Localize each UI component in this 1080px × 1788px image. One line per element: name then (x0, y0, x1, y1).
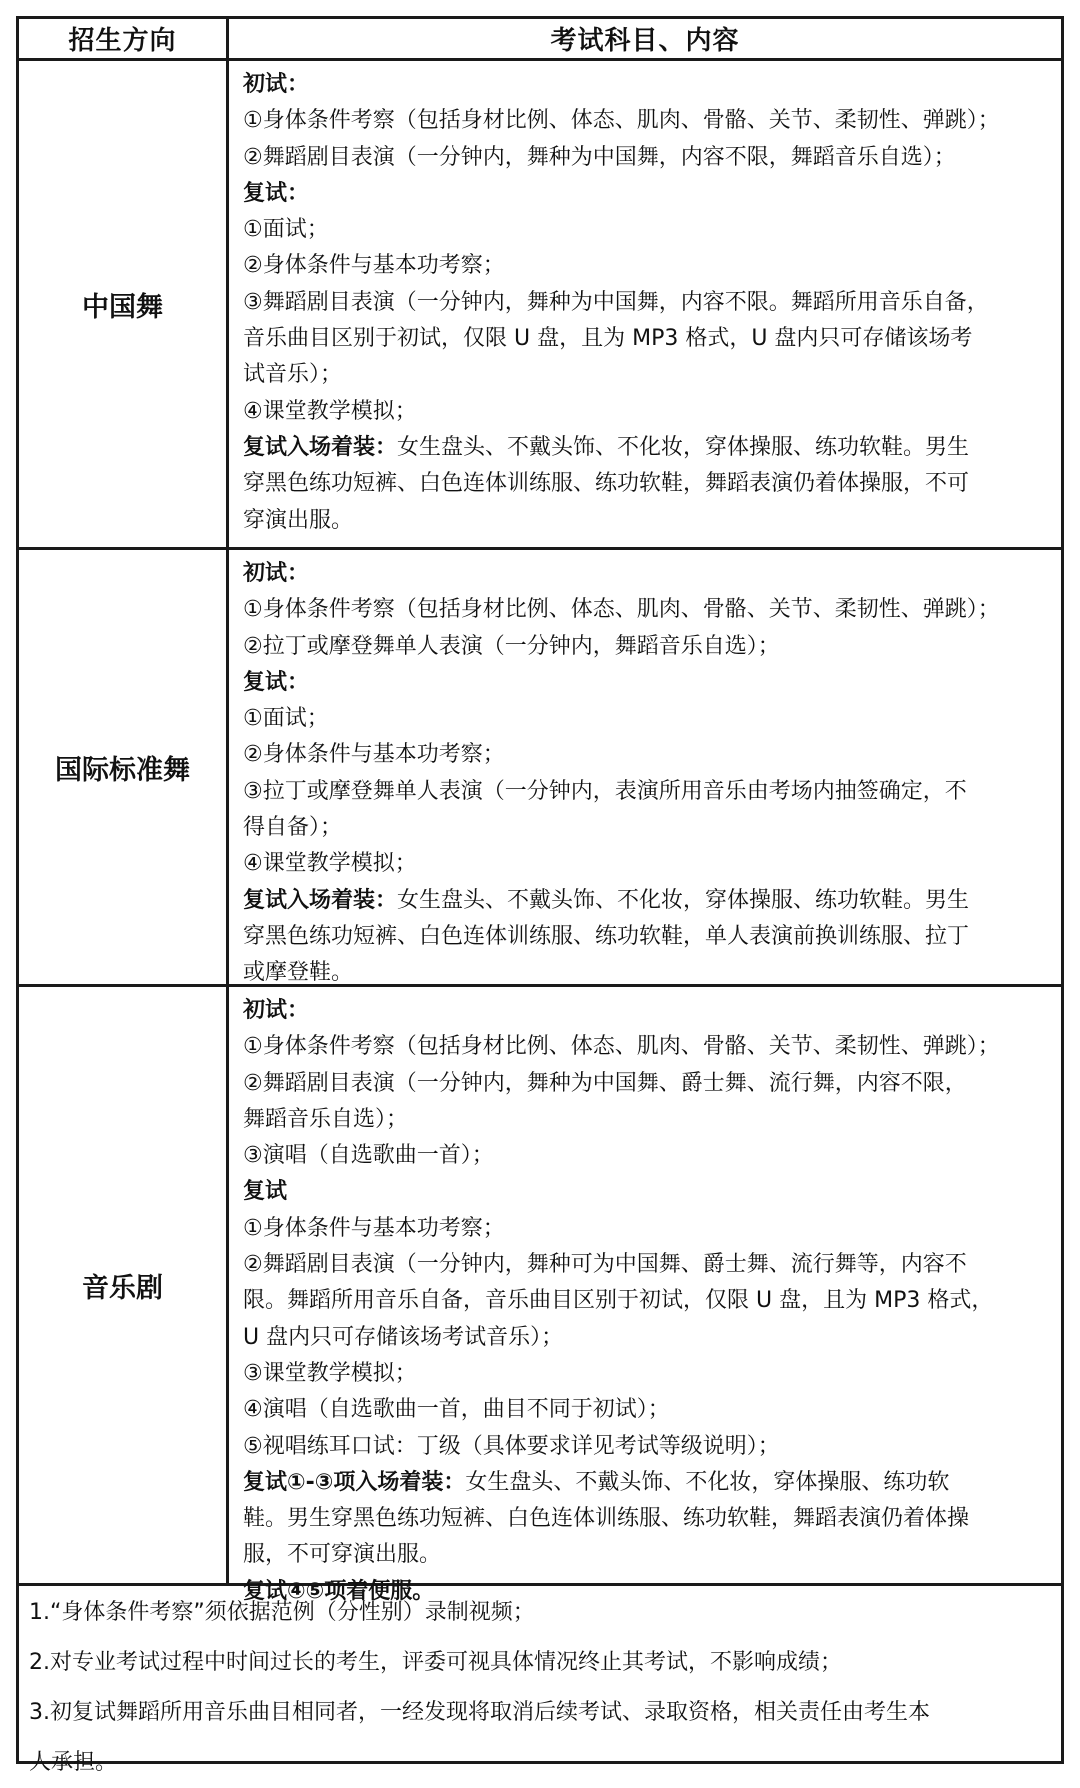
content-line (243, 1537, 1049, 1573)
line-text: ②舞蹈剧目表演（一分钟内，舞种为中国舞，内容不限，舞蹈音乐自选）； (243, 144, 956, 170)
table-header-row (19, 19, 1061, 61)
line-text: ⑤视唱练耳口试：丁级（具体要求详见考试等级说明）； (243, 1433, 780, 1459)
line-text: 或摩登鞋。 (243, 960, 354, 986)
content-line (243, 665, 1049, 701)
line-text: 限。舞蹈所用音乐自备，音乐曲目区别于初试，仅限 U 盘，且为 MP3 格式， (243, 1288, 994, 1314)
content-line (243, 1465, 1049, 1501)
header-direction: 招生方向 (68, 26, 177, 56)
line-text: 舞蹈音乐自选）； (243, 1106, 409, 1132)
content-line (243, 285, 1049, 321)
row-musical (19, 987, 1061, 1604)
exam-requirements-table (16, 16, 1064, 1775)
content-line (243, 774, 1049, 810)
line-text: ④课堂教学模拟； (243, 851, 417, 877)
row-ballroom-dance (19, 550, 1061, 987)
content-line (243, 810, 1049, 846)
content-line (243, 701, 1049, 737)
content-line (243, 846, 1049, 882)
content-line (243, 67, 1049, 103)
content-line (243, 1211, 1049, 1247)
content-line (243, 212, 1049, 248)
content-line (243, 321, 1049, 357)
content-line (243, 394, 1049, 430)
content-line (243, 1501, 1049, 1537)
content-line (243, 503, 1049, 539)
bold-heading: 初试： (243, 72, 310, 97)
line-text: 服，不可穿演出服。 (243, 1542, 442, 1568)
content-line (243, 883, 1049, 919)
header-content-cell (229, 19, 1061, 58)
line-text: ②身体条件与基本功考察； (243, 253, 505, 279)
content-line (243, 1174, 1049, 1210)
content-cell (229, 987, 1061, 1604)
content-line (243, 103, 1049, 139)
content-line (243, 993, 1049, 1029)
content-line (243, 1356, 1049, 1392)
category-cell (19, 550, 229, 984)
bold-heading: 初试： (243, 998, 310, 1023)
line-text: ③演唱（自选歌曲一首）； (243, 1143, 494, 1169)
header-content: 考试科目、内容 (550, 26, 740, 56)
content-cell (229, 61, 1061, 547)
category-label: 音乐剧 (82, 1272, 163, 1304)
note-line: 2.对专业考试过程中时间过长的考生，评委可视具体情况终止其考试，不影响成绩； (29, 1650, 842, 1675)
bold-heading: 初试： (243, 561, 310, 586)
category-label: 中国舞 (82, 291, 163, 323)
line-text: ①面试； (243, 706, 329, 732)
content-line (243, 1102, 1049, 1138)
line-text: 音乐曲目区别于初试，仅限 U 盘，且为 MP3 格式，U 盘内只可存储该场考 (243, 326, 973, 352)
content-line (243, 556, 1049, 592)
line-text: ③舞蹈剧目表演（一分钟内，舞种为中国舞，内容不限。舞蹈所用音乐自备， (243, 289, 989, 315)
content-line (243, 466, 1049, 502)
line-text: ②舞蹈剧目表演（一分钟内，舞种可为中国舞、爵士舞、流行舞等，内容不 (243, 1252, 967, 1278)
line-text: ①身体条件考察（包括身材比例、体态、肌肉、骨骼、关节、柔韧性、弹跳）； (243, 1034, 1000, 1060)
line-text: ②舞蹈剧目表演（一分钟内，舞种为中国舞、爵士舞、流行舞，内容不限， (243, 1070, 967, 1096)
content-line (243, 919, 1049, 955)
line-text: 鞋。男生穿黑色练功短裤、白色连体训练服、练功软鞋，舞蹈表演仍着体操 (243, 1506, 970, 1532)
category-label: 国际标准舞 (55, 754, 190, 786)
content-line (243, 176, 1049, 212)
content-line (243, 1283, 1049, 1319)
header-direction-cell (19, 19, 229, 58)
line-text: 女生盘头、不戴头饰、不化妆，穿体操服、练功软鞋。男生 (397, 887, 970, 913)
content-line (243, 1429, 1049, 1465)
line-text: U 盘内只可存储该场考试音乐）； (243, 1324, 564, 1350)
line-text: 穿演出服。 (243, 507, 354, 533)
line-text: ③课堂教学模拟； (243, 1360, 417, 1386)
note-line: 3.初复试舞蹈所用音乐曲目相同者，一经发现将取消后续考试、录取资格，相关责任由考生本 (29, 1700, 930, 1725)
line-text: ①身体条件考察（包括身材比例、体态、肌肉、骨骼、关节、柔韧性、弹跳）； (243, 597, 1000, 623)
content-line (243, 629, 1049, 665)
bold-heading: 复试①-③项入场着装： (243, 1469, 466, 1495)
content-line (243, 1066, 1049, 1102)
content-line (243, 430, 1049, 466)
line-text: ①身体条件与基本功考察； (243, 1215, 505, 1241)
line-text: ③拉丁或摩登舞单人表演（一分钟内，表演所用音乐由考场内抽签确定，不 (243, 778, 967, 804)
content-line (243, 592, 1049, 628)
content-line (243, 1392, 1049, 1428)
bold-heading: 复试 (243, 1179, 288, 1205)
line-text: 穿黑色练功短裤、白色连体训练服、练功软鞋，舞蹈表演仍着体操服，不可 (243, 471, 970, 497)
content-line (243, 1029, 1049, 1065)
content-cell (229, 550, 1061, 984)
bold-heading: 复试入场着装： (243, 887, 398, 913)
category-cell (19, 61, 229, 547)
bold-heading: 复试入场着装： (243, 434, 398, 460)
line-text: 女生盘头、不戴头饰、不化妆，穿体操服、练功软鞋。男生 (397, 434, 970, 460)
line-text: 女生盘头、不戴头饰、不化妆，穿体操服、练功软 (465, 1469, 950, 1495)
line-text: 试音乐）； (243, 362, 343, 388)
content-line (243, 140, 1049, 176)
category-cell (19, 987, 229, 1583)
row-chinese-dance (19, 61, 1061, 550)
line-text: 穿黑色练功短裤、白色连体训练服、练功软鞋，单人表演前换训练服、拉丁 (243, 923, 970, 949)
line-text: ④演唱（自选歌曲一首，曲目不同于初试）； (243, 1397, 670, 1423)
bold-heading: 复试④⑤项着便服。 (243, 1578, 435, 1604)
note-line: 人承担。 (29, 1750, 118, 1775)
content-line (243, 357, 1049, 393)
line-text: ②拉丁或摩登舞单人表演（一分钟内，舞蹈音乐自选）； (243, 633, 780, 659)
content-line (243, 1247, 1049, 1283)
content-line (243, 737, 1049, 773)
content-line (243, 1320, 1049, 1356)
line-text: ②身体条件与基本功考察； (243, 742, 505, 768)
content-line (243, 248, 1049, 284)
notes-section (19, 1586, 1061, 1775)
content-line (243, 1138, 1049, 1174)
note-line: 1.“身体条件考察”须依据范例（分性别）录制视频； (29, 1600, 535, 1625)
line-text: ①面试； (243, 217, 329, 243)
line-text: ①身体条件考察（包括身材比例、体态、肌肉、骨骼、关节、柔韧性、弹跳）； (243, 108, 1000, 134)
line-text: ④课堂教学模拟； (243, 398, 417, 424)
bold-heading: 复试： (243, 180, 310, 206)
line-text: 得自备）； (243, 815, 343, 841)
bold-heading: 复试： (243, 669, 310, 695)
